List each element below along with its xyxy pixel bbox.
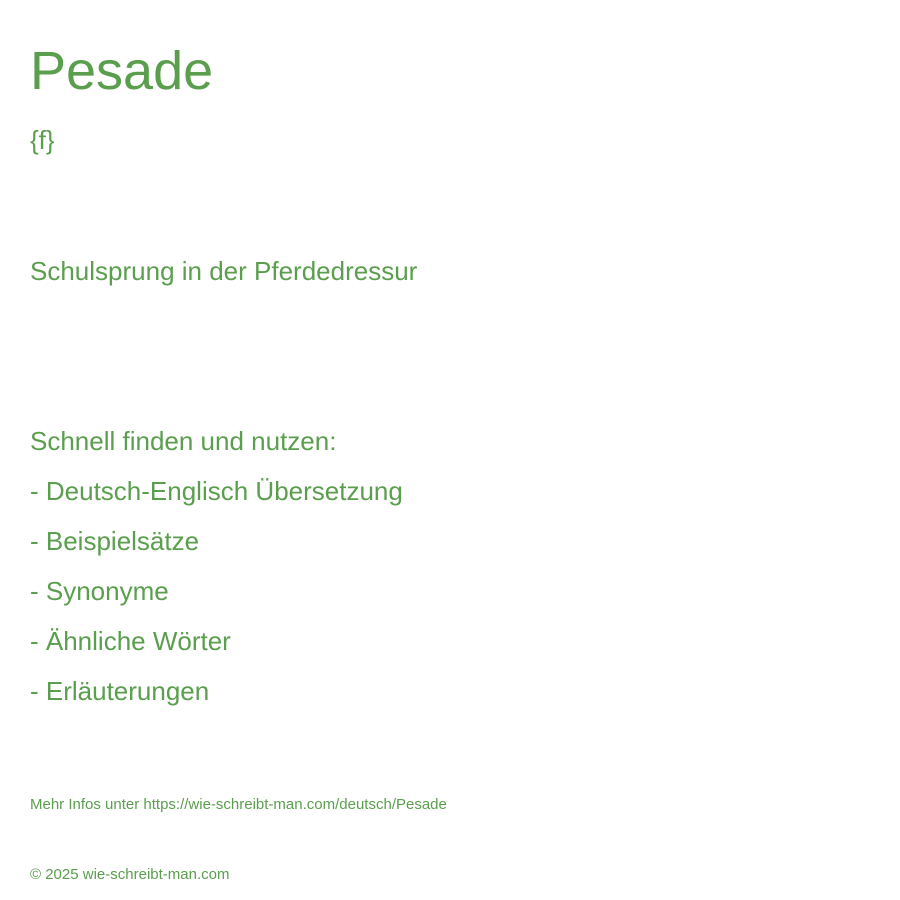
- feature-item-translation: - Deutsch-Englisch Übersetzung: [30, 476, 403, 506]
- page-title: Pesade: [30, 41, 214, 101]
- feature-item-example-sentences: - Beispielsätze: [30, 526, 200, 556]
- feature-item-synonyms: - Synonyme: [30, 576, 169, 606]
- more-info-text: Mehr Infos unter https://wie-schreibt-man.com/deutsch/Pesade: [30, 796, 447, 813]
- features-list: [30, 474, 403, 724]
- feature-item-similar-words: - Ähnliche Wörter: [30, 626, 231, 656]
- gender-label: {f}: [30, 125, 55, 155]
- copyright-text: © 2025 wie-schreibt-man.com: [30, 866, 230, 883]
- features-heading: Schnell finden und nutzen:: [30, 426, 337, 456]
- feature-item-explanations: - Erläuterungen: [30, 676, 210, 706]
- definition-text: Schulsprung in der Pferdedressur: [30, 256, 418, 286]
